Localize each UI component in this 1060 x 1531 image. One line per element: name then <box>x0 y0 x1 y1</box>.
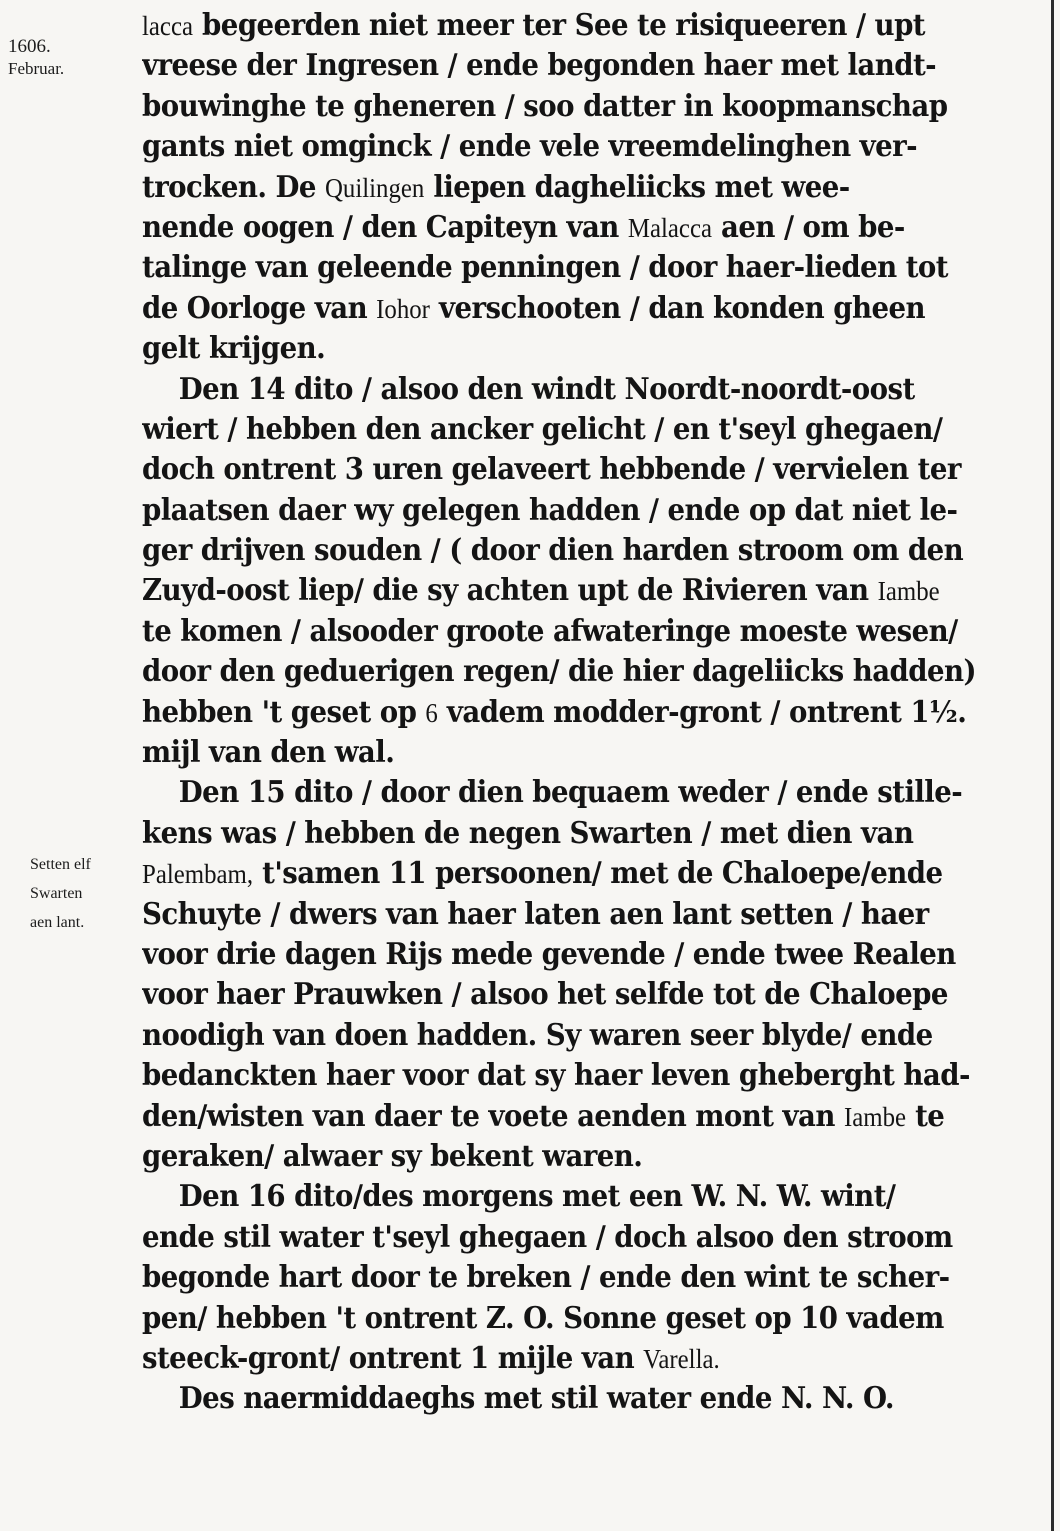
roman-text-span: 6 <box>425 697 438 728</box>
text-line <box>142 814 1047 854</box>
blackletter-text-span: trocken. De <box>142 169 325 205</box>
blackletter-text-span: te komen / alsooder groote afwateringe moeste wesen/ <box>142 613 958 649</box>
text-line <box>142 1218 1047 1258</box>
roman-text-span: Iambe <box>843 1101 907 1132</box>
blackletter-text-span: nende oogen / den Capiteyn van <box>142 209 628 245</box>
text-line <box>142 370 1047 410</box>
blackletter-text-span: bouwinghe te gheneren / soo datter in koopmanschap <box>142 88 948 124</box>
text-line <box>142 1299 1047 1339</box>
blackletter-text-span: vreese der Ingresen / ende begonden haer met landt- <box>142 48 937 84</box>
blackletter-text-span: doch ontrent 3 uren gelaveert hebbende / vervielen ter <box>142 452 961 488</box>
text-line <box>142 895 1047 935</box>
text-line <box>142 491 1047 531</box>
text-line <box>142 410 1047 450</box>
text-line <box>142 652 1047 692</box>
blackletter-text-span: mijl van den wal. <box>142 735 395 771</box>
text-line <box>142 1056 1047 1096</box>
margin-date-note <box>8 36 118 80</box>
text-line <box>142 127 1047 167</box>
blackletter-text-span: Zuyd-oost liep/ die sy achten upt de Rivieren van <box>142 573 878 609</box>
roman-text-span: Iohor <box>376 293 430 324</box>
roman-text-span: Varella. <box>643 1343 720 1374</box>
blackletter-text-span: bedanckten haer voor dat sy haer leven gheberght had- <box>142 1058 970 1094</box>
text-line <box>142 1379 1047 1419</box>
blackletter-text-span: gelt krijgen. <box>142 331 326 367</box>
text-line <box>142 935 1047 975</box>
blackletter-text-span: de Oorloge van <box>142 290 377 326</box>
margin-note-line: Setten elf <box>30 856 91 873</box>
blackletter-text-span: ende stil water t'seyl ghegaen / doch alsoo den stroom <box>142 1219 953 1255</box>
text-line <box>142 693 1047 733</box>
blackletter-text-span: geraken/ alwaer sy bekent waren. <box>142 1138 643 1174</box>
text-line <box>142 1258 1047 1298</box>
text-line <box>142 450 1047 490</box>
blackletter-text-span: Den 16 dito/des morgens met een W. N. W. wint/ <box>178 1179 896 1215</box>
text-line <box>142 168 1047 208</box>
blackletter-text-span: Den 14 dito / alsoo den windt Noordt-noordt-oost <box>178 371 915 407</box>
text-line <box>142 571 1047 611</box>
blackletter-text-span: te <box>906 1098 945 1134</box>
blackletter-text-span: liepen dagheliicks met wee- <box>424 169 850 205</box>
text-line <box>142 854 1047 894</box>
blackletter-text-span: voor haer Prauwken / alsoo het selfde tot de Chaloepe <box>142 977 948 1013</box>
blackletter-text-span: pen/ hebben 't ontrent Z. O. Sonne geset op 10 vadem <box>142 1300 944 1336</box>
blackletter-text-span: begeerden niet meer ter See te risiqueeren / upt <box>193 8 926 43</box>
text-line <box>142 1137 1047 1177</box>
blackletter-text-span: talinge van geleende penningen / door haer-lieden tot <box>142 250 948 286</box>
blackletter-text-span: hebben 't geset op <box>142 694 426 730</box>
blackletter-text-span: verschooten / dan konden gheen <box>429 290 926 326</box>
margin-note-line: aen lant. <box>30 914 85 931</box>
main-text-column <box>142 6 1047 1420</box>
blackletter-text-span: Schuyte / dwers van haer laten aen lant setten / haer <box>142 896 929 932</box>
margin-note-line: Swarten <box>30 885 83 902</box>
text-line <box>142 1097 1047 1137</box>
blackletter-text-span: den/wisten van daer te voete aenden mont van <box>142 1098 844 1134</box>
blackletter-text-span: door den geduerigen regen/ die hier dageliicks hadden) <box>142 654 977 690</box>
text-line <box>142 773 1047 813</box>
blackletter-text-span: begonde hart door te breken / ende den wint te scher- <box>142 1260 950 1296</box>
text-line <box>142 531 1047 571</box>
blackletter-text-span: gants niet omginck / ende vele vreemdelinghen ver- <box>142 129 918 165</box>
text-line <box>142 1177 1047 1217</box>
roman-text-span: Palembam, <box>142 859 254 890</box>
text-line <box>142 733 1047 773</box>
text-line <box>142 329 1047 369</box>
blackletter-text-span: plaatsen daer wy gelegen hadden / ende op dat niet le- <box>142 492 958 528</box>
margin-year: 1606. <box>8 36 51 57</box>
text-line <box>142 1016 1047 1056</box>
margin-notes <box>0 0 140 1531</box>
blackletter-text-span: aen / om be- <box>711 209 905 245</box>
blackletter-text-span: t'samen 11 persoonen/ met de Chaloepe/ende <box>253 856 943 892</box>
blackletter-text-span: kens was / hebben de negen Swarten / met dien van <box>142 815 914 851</box>
text-line <box>142 46 1047 86</box>
roman-text-span: Quilingen <box>324 172 425 203</box>
roman-text-span: Malacca <box>627 212 712 243</box>
blackletter-text-span: Des naermiddaeghs met stil water ende N. N. O. <box>178 1381 894 1417</box>
text-line <box>142 612 1047 652</box>
blackletter-text-span: voor drie dagen Rijs mede gevende / ende twee Realen <box>142 936 956 972</box>
roman-text-span: lacca <box>142 11 194 41</box>
blackletter-text-span: noodigh van doen hadden. Sy waren seer blyde/ ende <box>142 1017 933 1053</box>
blackletter-text-span: vadem modder-gront / ontrent 1½. <box>437 694 967 730</box>
text-line <box>142 87 1047 127</box>
blackletter-text-span: steeck-gront/ ontrent 1 mijle van <box>142 1340 644 1376</box>
text-line <box>142 208 1047 248</box>
text-line <box>142 1339 1047 1379</box>
text-line <box>142 289 1047 329</box>
roman-text-span: Iambe <box>877 576 940 607</box>
blackletter-text-span: wiert / hebben den ancker gelicht / en t'seyl ghegaen/ <box>142 411 943 447</box>
margin-month: Februar. <box>8 59 65 78</box>
blackletter-text-span: Den 15 dito / door dien bequaem weder / ende stille- <box>178 775 963 811</box>
text-line <box>142 248 1047 288</box>
text-line <box>142 6 1047 46</box>
text-line <box>142 975 1047 1015</box>
margin-event-note <box>30 850 138 937</box>
page-edge-rule <box>1051 0 1054 1531</box>
blackletter-text-span: ger drijven souden / ( door dien harden stroom om den <box>142 533 964 569</box>
